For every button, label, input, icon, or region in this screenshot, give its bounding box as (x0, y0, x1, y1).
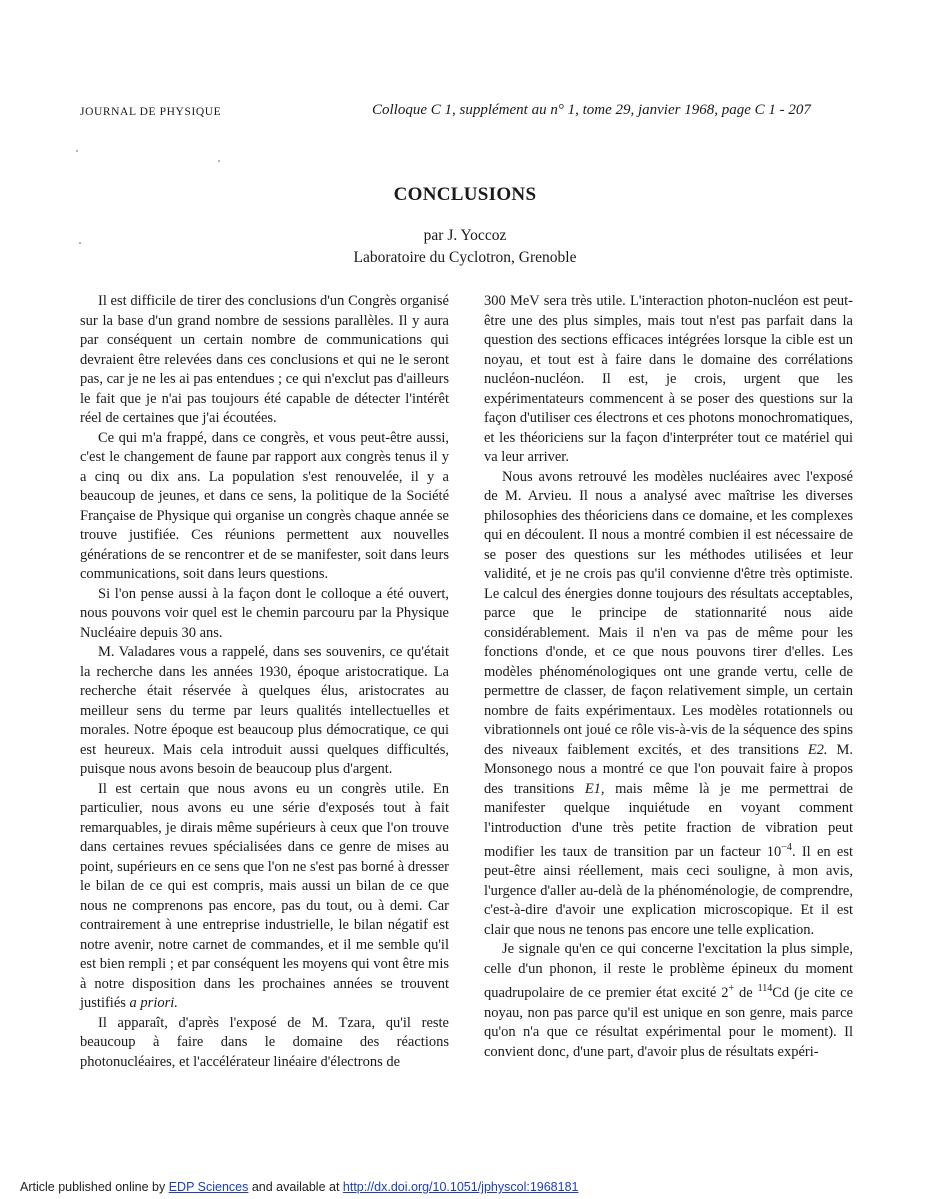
paragraph-text: Nous avons retrouvé les modèles nucléaires avec l'exposé de M. Arvieu. Il nous a analysé avec maîtrise les diverses philosophies des théoriciens dans ce domaine, et les complexes qui en découlent. Il nous a montré combien il est nécessaire de se poser des questions sur les méthodes utilisées et leur validité, et je ne crois pas qu'il convienne d'être très optimiste. Le calcul des énergies donne toujours des résultats acceptables, parce que le principe de stationnarité nous aide considérablement. Mais il n'en va pas de même pour les fonctions d'onde, et ce que nous pouvons tirer d'elles. Les modèles phénoménologiques ont une grande vertu, celle de permettre de classer, de façon relativement simple, un certain nombre de faits expérimentaux. Les modèles rotationnels ou vibrationnels ont joué ce rôle vis-à-vis de la séquence des spins des niveaux faiblement excités, et des transitions (484, 468, 853, 758)
paragraph-text: Cd (je cite ce noyau, non pas parce qu'il est unique en son genre, mais parce qu'on n'a que ce résultat expérimental pour le moment). Il convient donc, d'une part, d'avoir plus de résultats expéri- (484, 985, 854, 1060)
doi-link[interactable]: http://dx.doi.org/10.1051/jphyscol:1968181 (342, 1180, 579, 1194)
exponent: −4 (781, 842, 792, 853)
paragraph: 300 MeV sera très utile. L'interaction photon-nucléon est peut-être une des plus simples, mais tout n'est pas parfait dans la question des sections efficaces intégrées lorsque la cible est un noyau, et tout est à faire dans le domaine des corrélations nucléon-nucléon. Il est, je crois, urgent que les expérimentateurs commencent à se poser des questions sur la façon d'utiliser ces électrons et ces photons monochromatiques, et les théoriciens sur la façon d'interpréter tout ce matériel qui va leur arriver. (484, 293, 853, 465)
superscript: + (728, 983, 735, 995)
article-author: par J. Yoccoz (423, 227, 507, 244)
paragraph: M. Valadares vous a rappelé, dans ses souvenirs, ce qu'était la recherche dans les années 1930, époque aristocratique. La recherche était réservée à quelques élus, aristocrates au meilleur sens du terme par leurs qualités intellectuelles et morales. Notre époque est beaucoup plus démocratique, ce qui est heureux. Mais cela introduit aussi quelques difficultés, puisque nous avons besoin de beaucoup plus d'argent. (80, 644, 449, 777)
paragraph-text: de (734, 985, 758, 1002)
paragraph-text: mais même là je me permettrai de manifester quelque inquiétude en voyant comment l'introduction d'une très petite fraction de vibration peut modifier les taux de transition par un facteur 10 (484, 780, 853, 860)
paragraph-text: Je signale qu'en ce qui concerne l'excitation la plus simple, celle d'un phonon, il reste le problème épineux du moment quadrupolaire de ce premier état excité 2 (484, 941, 853, 1002)
paragraph (484, 468, 853, 941)
paragraph (80, 780, 449, 1014)
citation-line: Colloque C 1, supplément au n° 1, tome 29, janvier 1968, page C 1 - 207 (372, 102, 811, 118)
scan-speck (218, 160, 220, 162)
journal-name: JOURNAL DE PHYSIQUE (80, 106, 222, 118)
paragraph: Si l'on pense aussi à la façon dont le colloque a été ouvert, nous pouvons voir quel est le chemin parcouru par la Physique Nucléaire depuis 30 ans. (80, 585, 449, 641)
right-column (484, 292, 853, 1062)
scan-speck (76, 150, 78, 152)
paragraph: Il apparaît, d'après l'exposé de M. Tzara, qu'il reste beaucoup à faire dans le domaine des réactions photonucléaires, et l'accélérateur linéaire d'électrons de (80, 1014, 449, 1070)
footer-text: Article published online by (20, 1180, 169, 1194)
publication-footer (20, 1180, 578, 1194)
left-column (80, 292, 449, 1072)
publisher-link[interactable]: EDP Sciences (168, 1180, 249, 1194)
mass-number: 114 (757, 983, 773, 995)
footer-text: and available at (248, 1180, 343, 1194)
paragraph-text: Il est certain que nous avons eu un congrès utile. En particulier, nous avons eu une série d'exposés tout à fait remarquables, je dirais même supérieurs à ceux que l'on trouve dans certaines revues spécialisées dans ce genre de mises au point, supérieurs en ce sens que l'on ne s'est pas borné à dresser le bilan de ce qui est compris, mais aussi un bilan de ce que nous ne comprenons pas encore, pas du tout, ou à demi. Car contrairement à une entreprise industrielle, le bilan négatif est notre avenir, notre carnet de commandes, et il me semble qu'il est bien rempli ; et par conséquent les moyens qui vont être mis à notre disposition dans les prochaines années se trouvent justifiés (80, 780, 449, 1011)
italic-symbol: E2. (807, 741, 828, 758)
paragraph: Il est difficile de tirer des conclusions d'un Congrès organisé sur la base d'un grand nombre de sessions parallèles. Il y aura par conséquent un certain nombre de communications qui devraient être relevées dans ces conclusions et qui ne le seront pas, car je ne les ai pas entendues ; ce qui n'exclut pas d'ailleurs le fait que je n'ai pas toujours été capable de détecter l'intérêt réel de certaines que j'ai écoutées. (80, 293, 449, 426)
article-affiliation: Laboratoire du Cyclotron, Grenoble (353, 249, 577, 266)
paragraph (484, 940, 853, 1062)
paragraph: Ce qui m'a frappé, dans ce congrès, et vous peut-être aussi, c'est le changement de faune par rapport aux congrès tenus il y a cinq ou dix ans. La population s'est renouvelée, il y a beaucoup de jeunes, et dans ce sens, la politique de la Société Française de Physique qui organise un congrès chaque année se trouve justifiée. Ces réunions permettent aux nouvelles générations de se rencontrer et de se manifester, soit dans leurs communications, soit dans leurs questions. (80, 429, 449, 582)
italic-symbol: E1, (584, 780, 605, 797)
paragraph-text: . Il en est peut-être ainsi réellement, mais ceci souligne, à mon avis, l'urgence d'aller au-delà de la phénoménologie, de comprendre, c'est-à-dire d'avoir une explication microscopique. Et il est clair que nous ne tenons pas encore une telle explication. (484, 843, 853, 938)
article-title: CONCLUSIONS (393, 184, 537, 205)
italic-phrase: a priori. (129, 995, 178, 1011)
paragraph-text: M. Monsonego nous a montré ce que l'on pouvait faire à propos des transitions (484, 741, 853, 797)
